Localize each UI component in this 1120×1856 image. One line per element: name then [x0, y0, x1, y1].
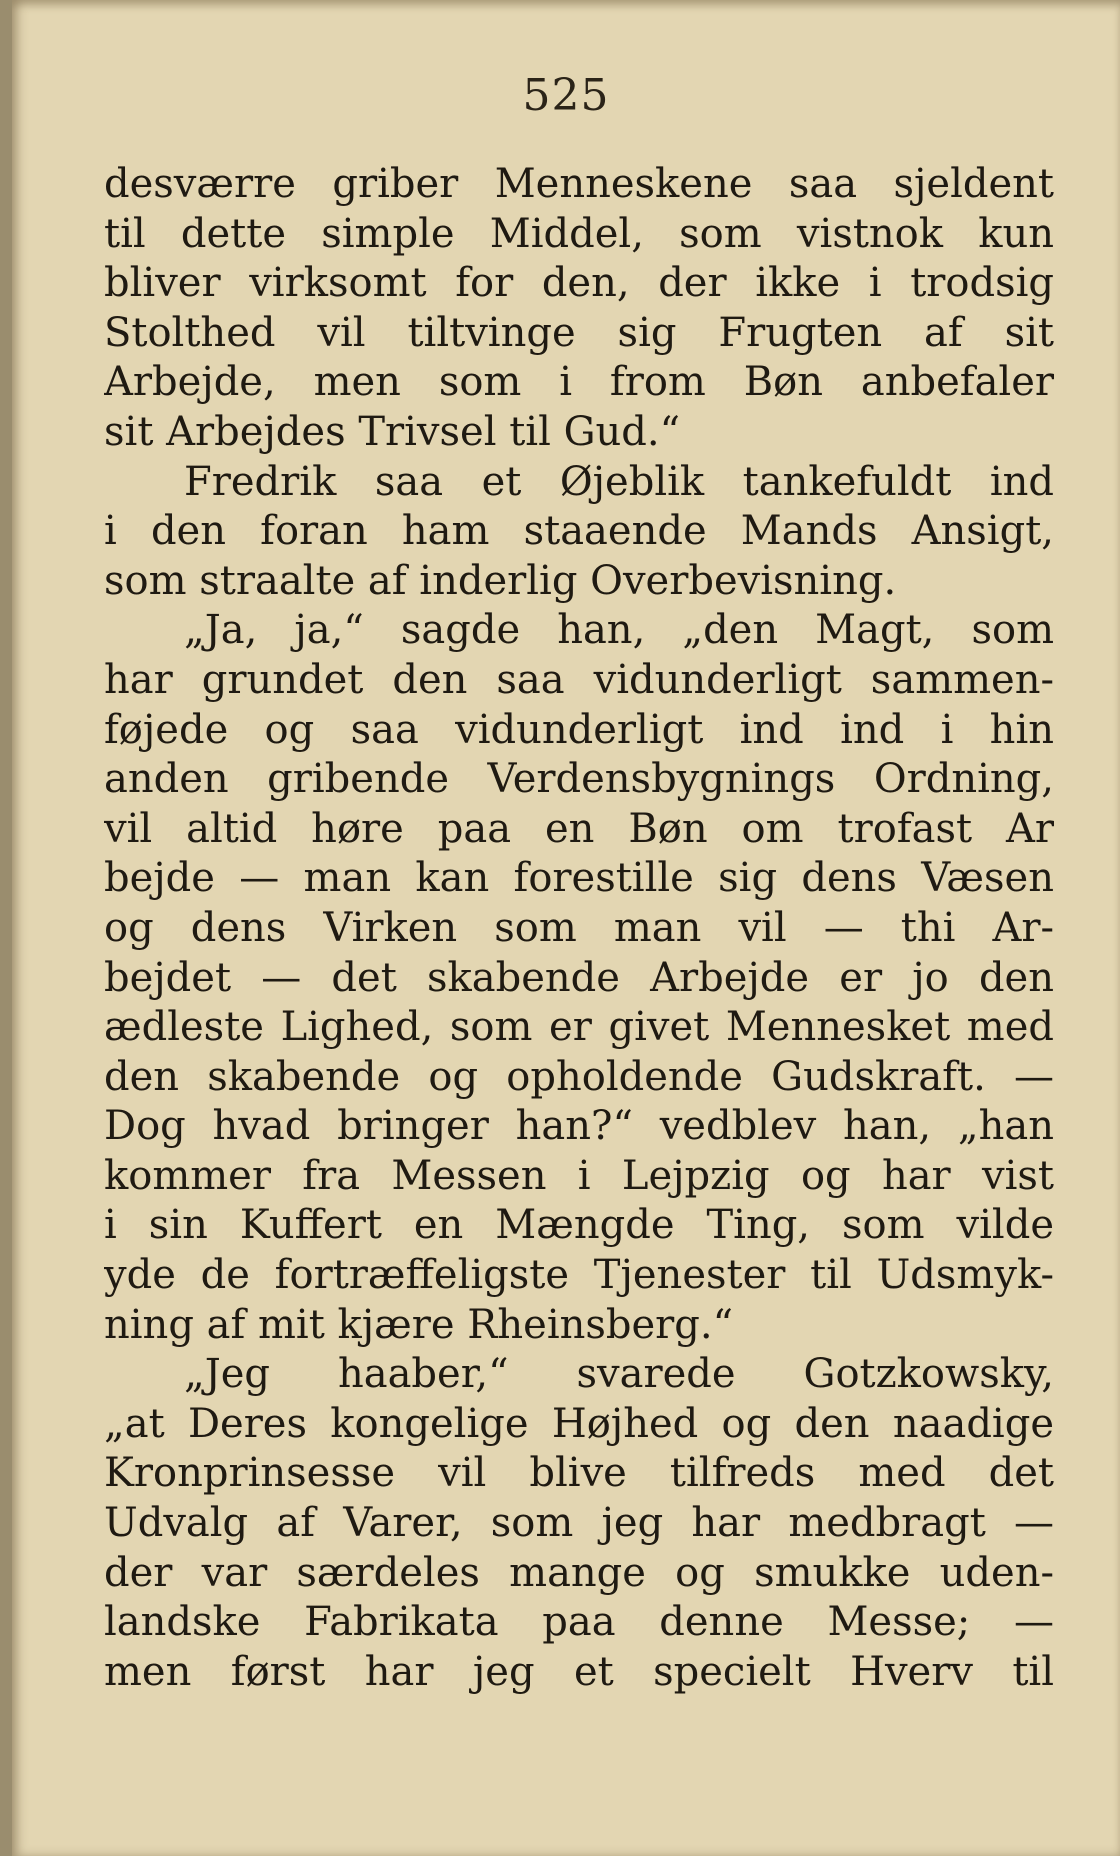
text-line: den skabende og opholdende Gudskraft. —: [104, 1053, 1054, 1100]
text-line: sit Arbejdes Trivsel til Gud.“: [104, 408, 681, 455]
text-line: bliver virksomt for den, der ikke i trodsig: [104, 260, 1054, 307]
body-text: [104, 160, 1054, 1697]
text-line: landske Fabrikata paa denne Messe; —: [104, 1599, 1054, 1646]
text-line: desværre griber Menneskene saa sjeldent: [104, 161, 1054, 207]
text-line: i sin Kuffert en Mængde Ting, som vilde: [104, 1202, 1054, 1249]
text-line: Kronprinsesse vil blive tilfreds med det: [104, 1450, 1054, 1497]
book-page: [12, 0, 1120, 1856]
text-line: kommer fra Messen i Lejpzig og har vist: [104, 1152, 1054, 1199]
text-line: til dette simple Middel, som vistnok kun: [104, 210, 1054, 257]
text-line: Stolthed vil tiltvinge sig Frugten af sit: [104, 309, 1054, 356]
text-line: „Jeg haaber,“ svarede Gotzkowsky,: [184, 1351, 1054, 1398]
text-line: og dens Virken som man vil — thi Ar-: [104, 904, 1054, 951]
text-line: føjede og saa vidunderligt ind ind i hin: [104, 706, 1054, 753]
text-line: Fredrik saa et Øjeblik tankefuldt ind: [184, 458, 1054, 505]
text-line: „Ja, ja,“ sagde han, „den Magt, som: [184, 607, 1054, 654]
text-line: i den foran ham staaende Mands Ansigt,: [104, 508, 1054, 555]
text-line: Dog hvad bringer han?“ vedblev han, „han: [104, 1103, 1054, 1150]
text-line: der var særdeles mange og smukke uden-: [104, 1549, 1054, 1596]
text-line: bejdet — det skabende Arbejde er jo den: [104, 954, 1054, 1001]
text-line: som straalte af inderlig Overbevisning.: [104, 557, 897, 604]
text-line: ædleste Lighed, som er givet Mennesket med: [104, 1004, 1054, 1051]
text-line: anden gribende Verdensbygnings Ordning,: [104, 756, 1054, 803]
text-line: ning af mit kjære Rheinsberg.“: [104, 1301, 734, 1348]
text-line: men først har jeg et specielt Hverv til: [104, 1648, 1054, 1695]
text-line: vil altid høre paa en Bøn om trofast Ar: [104, 805, 1054, 852]
text-line: bejde — man kan forestille sig dens Væsen: [104, 855, 1054, 902]
page-number: 525: [522, 70, 610, 121]
text-line: Udvalg af Varer, som jeg har medbragt —: [104, 1500, 1054, 1547]
text-line: Arbejde, men som i from Bøn anbefaler: [104, 359, 1054, 406]
text-line: har grundet den saa vidunderligt sammen-: [104, 656, 1054, 703]
text-line: yde de fortræffeligste Tjenester til Udsmyk-: [104, 1252, 1054, 1299]
text-line: „at Deres kongelige Højhed og den naadige: [104, 1400, 1054, 1447]
